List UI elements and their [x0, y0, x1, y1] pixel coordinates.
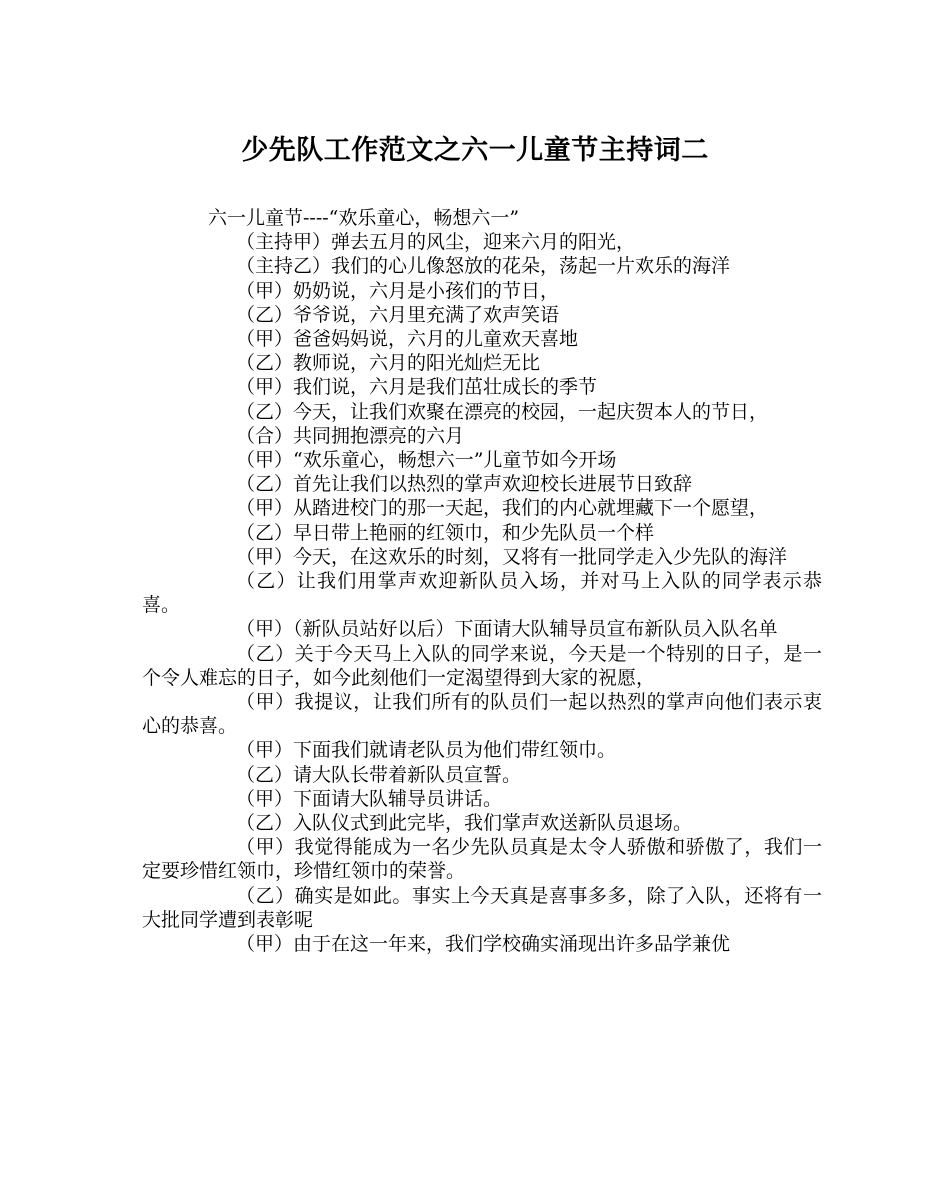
paragraph: （甲）下面请大队辅导员讲话。 [236, 787, 503, 810]
paragraph: （甲）（新队员站好以后）下面请大队辅导员宣布新队员入队名单 [236, 618, 778, 641]
paragraph: （甲）今天，在这欢乐的时刻，又将有一批同学走入少先队的海洋 [236, 545, 788, 568]
paragraph: （乙）今天，让我们欢聚在漂亮的校园，一起庆贺本人的节日， [236, 400, 769, 423]
paragraph: （甲）我们说，六月是我们茁壮成长的季节 [236, 376, 598, 399]
paragraph: （甲）由于在这一年来，我们学校确实涌现出许多品学兼优 [236, 933, 731, 956]
paragraph: 六一儿童节----“欢乐童心，畅想六一” [208, 207, 520, 229]
paragraph: （乙）确实是如此。事实上今天真是喜事多多，除了入队，还将有一大批同学遭到表彰呢 [142, 884, 822, 931]
paragraph: （甲）从踏进校门的那一天起，我们的内心就埋藏下一个愿望， [236, 497, 769, 520]
paragraph: （甲）“欢乐童心，畅想六一”儿童节如今开场 [236, 449, 617, 472]
paragraph: （乙）教师说，六月的阳光灿烂无比 [236, 352, 541, 375]
paragraph: （乙）首先让我们以热烈的掌声欢迎校长进展节日致辞 [236, 473, 693, 496]
paragraph: （乙）爷爷说，六月里充满了欢声笑语 [236, 303, 560, 326]
document-body [142, 206, 822, 956]
paragraph: （甲）我觉得能成为一名少先队员真是太令人骄傲和骄傲了，我们一定要珍惜红领巾，珍惜红领巾的荣誉。 [142, 836, 822, 883]
paragraph: （甲）下面我们就请老队员为他们带红领巾。 [236, 739, 617, 762]
paragraph: （甲）奶奶说，六月是小孩们的节日， [236, 279, 560, 302]
paragraph: （主持甲）弹去五月的风尘，迎来六月的阳光， [236, 231, 636, 254]
paragraph: （乙）让我们用掌声欢迎新队员入场，并对马上入队的同学表示恭喜。 [142, 570, 822, 617]
paragraph: （乙）请大队长带着新队员宣誓。 [236, 763, 522, 786]
paragraph: （主持乙）我们的心儿像怒放的花朵，荡起一片欢乐的海洋 [236, 255, 731, 278]
document-title: 少先队工作范文之六一儿童节主持词二 [241, 135, 709, 166]
paragraph: （乙）早日带上艳丽的红领巾，和少先队员一个样 [236, 521, 655, 544]
paragraph: （乙）入队仪式到此完毕，我们掌声欢送新队员退场。 [236, 812, 693, 835]
paragraph: （合）共同拥抱漂亮的六月 [236, 424, 465, 447]
paragraph: （乙）关于今天马上入队的同学来说，今天是一个特别的日子，是一个令人难忘的日子，如今此刻他们一定渴望得到大家的祝愿， [142, 642, 822, 689]
paragraph: （甲）我提议，让我们所有的队员们一起以热烈的掌声向他们表示衷心的恭喜。 [142, 691, 822, 738]
paragraph: （甲）爸爸妈妈说，六月的儿童欢天喜地 [236, 328, 579, 351]
